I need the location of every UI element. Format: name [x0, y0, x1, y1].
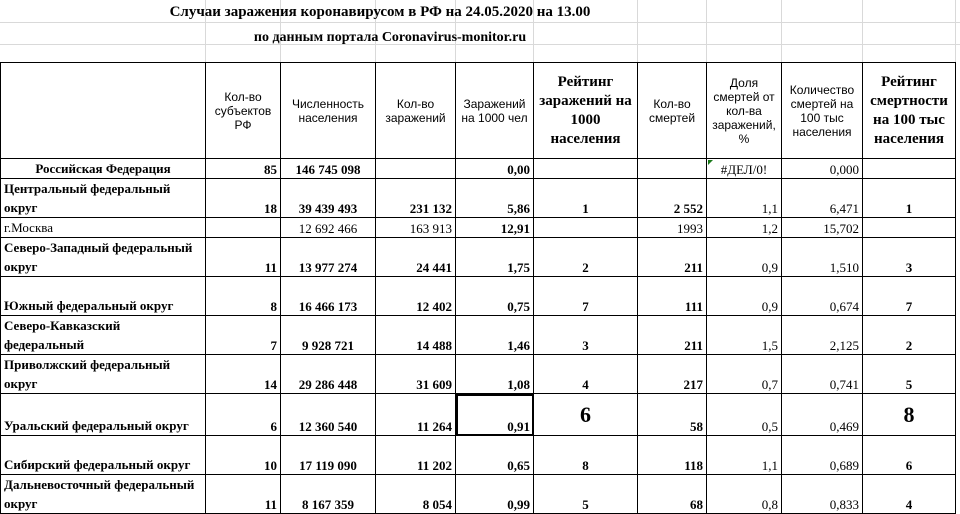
header-death-share[interactable]: Доля смертей от кол-ва заражений, % [707, 63, 782, 159]
cell-population[interactable]: 17 119 090 [281, 436, 376, 475]
header-subjects[interactable]: Кол-во субъектов РФ [206, 63, 281, 159]
cell-deaths-per100k[interactable]: 0,674 [782, 277, 863, 316]
cell-subjects[interactable]: 14 [206, 355, 281, 394]
cell-population[interactable]: 12 360 540 [281, 394, 376, 436]
cell-per1000[interactable]: 1,46 [456, 316, 534, 355]
table-row [1, 179, 956, 218]
cell-per1000[interactable]: 12,91 [456, 218, 534, 238]
cell-subjects[interactable]: 10 [206, 436, 281, 475]
cell-population[interactable]: 12 692 466 [281, 218, 376, 238]
cell-rank-deaths[interactable] [863, 218, 956, 238]
cell-deaths-per100k[interactable]: 6,471 [782, 179, 863, 218]
cell-death-share-value: #ДЕЛ/0! [720, 162, 768, 177]
cell-rank-infections[interactable] [534, 159, 638, 179]
row-name[interactable]: Сибирский федеральный округ [1, 436, 206, 475]
cell-infections[interactable]: 12 402 [376, 277, 456, 316]
cell-deaths[interactable]: 111 [638, 277, 707, 316]
cell-rank-deaths[interactable]: 2 [863, 316, 956, 355]
cell-death-share[interactable]: 1,2 [707, 218, 782, 238]
table-row [1, 277, 956, 316]
cell-infections[interactable]: 31 609 [376, 355, 456, 394]
cell-population[interactable]: 16 466 173 [281, 277, 376, 316]
grid-line [862, 0, 863, 62]
cell-rank-deaths[interactable]: 1 [863, 179, 956, 218]
cell-rank-infections[interactable]: 6 [534, 394, 638, 436]
row-name[interactable]: Северо-Западный федеральный округ [1, 238, 206, 277]
cell-rank-infections[interactable]: 3 [534, 316, 638, 355]
cell-subjects[interactable] [206, 218, 281, 238]
cell-infections[interactable]: 11 202 [376, 436, 456, 475]
table-row [1, 238, 956, 277]
grid-line [0, 22, 960, 23]
cell-infections[interactable]: 14 488 [376, 316, 456, 355]
grid-line [955, 0, 956, 62]
cell-subjects[interactable]: 8 [206, 277, 281, 316]
cell-subjects[interactable]: 7 [206, 316, 281, 355]
cell-infections[interactable]: 11 264 [376, 394, 456, 436]
cell-subjects[interactable]: 18 [206, 179, 281, 218]
cell-rank-deaths[interactable] [863, 159, 956, 179]
cell-per1000[interactable]: 0,65 [456, 436, 534, 475]
cell-death-share[interactable]: 0,8 [707, 475, 782, 514]
cell-deaths[interactable]: 118 [638, 436, 707, 475]
grid-line [781, 0, 782, 62]
cell-deaths[interactable]: 2 552 [638, 179, 707, 218]
cell-infections[interactable]: 163 913 [376, 218, 456, 238]
cell-population[interactable]: 39 439 493 [281, 179, 376, 218]
header-deaths[interactable]: Кол-во смертей [638, 63, 707, 159]
table-row [1, 394, 956, 436]
cell-deaths[interactable] [638, 159, 707, 179]
cell-deaths-per100k[interactable]: 0,833 [782, 475, 863, 514]
row-name[interactable]: Северо-Кавказский федеральный [1, 316, 206, 355]
table-row [1, 355, 956, 394]
cell-deaths-per100k[interactable]: 0,000 [782, 159, 863, 179]
cell-death-share[interactable]: 1,5 [707, 316, 782, 355]
cell-per1000[interactable]: 0,99 [456, 475, 534, 514]
cell-infections[interactable]: 8 054 [376, 475, 456, 514]
cell-rank-deaths[interactable]: 4 [863, 475, 956, 514]
cell-population[interactable]: 8 167 359 [281, 475, 376, 514]
sheet-title: Случаи заражения коронавирусом в РФ на 24.05.2020 на 13.00 [169, 4, 591, 20]
cell-per1000[interactable]: 0,00 [456, 159, 534, 179]
cell-rank-infections[interactable]: 8 [534, 436, 638, 475]
cell-population[interactable]: 29 286 448 [281, 355, 376, 394]
cell-death-share[interactable]: 0,7 [707, 355, 782, 394]
cell-deaths-per100k[interactable]: 2,125 [782, 316, 863, 355]
cell-rank-infections[interactable]: 2 [534, 238, 638, 277]
cell-death-share[interactable]: 0,9 [707, 277, 782, 316]
header-population[interactable]: Численность населения [281, 63, 376, 159]
cell-per1000-selected[interactable]: 0,91 [456, 394, 534, 436]
header-cell[interactable] [1, 63, 206, 159]
row-name[interactable]: г.Москва [1, 218, 206, 238]
cell-deaths[interactable]: 211 [638, 316, 707, 355]
cell-death-share[interactable]: 1,1 [707, 436, 782, 475]
row-name[interactable]: Центральный федеральный округ [1, 179, 206, 218]
cell-deaths-per100k[interactable]: 15,702 [782, 218, 863, 238]
cell-rank-infections[interactable]: 7 [534, 277, 638, 316]
row-name[interactable]: Уральский федеральный округ [1, 394, 206, 436]
table-row [1, 436, 956, 475]
cell-population[interactable]: 9 928 721 [281, 316, 376, 355]
cell-death-share[interactable]: 0,5 [707, 394, 782, 436]
cell-rank-deaths[interactable]: 6 [863, 436, 956, 475]
cell-deaths[interactable]: 58 [638, 394, 707, 436]
row-name[interactable]: Южный федеральный округ [1, 277, 206, 316]
cell-per1000[interactable]: 5,86 [456, 179, 534, 218]
header-per1000[interactable]: Заражений на 1000 чел [456, 63, 534, 159]
table-row [1, 316, 956, 355]
cell-population[interactable]: 146 745 098 [281, 159, 376, 179]
cell-infections[interactable]: 231 132 [376, 179, 456, 218]
row-name[interactable]: Дальневосточный федеральный округ [1, 475, 206, 514]
cell-deaths[interactable]: 1993 [638, 218, 707, 238]
cell-rank-deaths[interactable]: 3 [863, 238, 956, 277]
cell-subjects[interactable]: 6 [206, 394, 281, 436]
cell-per1000[interactable]: 0,75 [456, 277, 534, 316]
header-rank-deaths[interactable]: Рейтинг смертности на 100 тыс населения [863, 63, 956, 159]
header-row [1, 63, 956, 159]
cell-deaths-per100k[interactable]: 0,469 [782, 394, 863, 436]
cell-deaths-per100k[interactable]: 1,510 [782, 238, 863, 277]
header-deaths-per100k[interactable]: Количество смертей на 100 тыс населения [782, 63, 863, 159]
cell-subjects[interactable]: 85 [206, 159, 281, 179]
cell-death-share[interactable] [707, 159, 782, 179]
cell-rank-infections[interactable] [534, 218, 638, 238]
row-name[interactable]: Приволжский федеральный округ [1, 355, 206, 394]
cell-infections[interactable]: 24 441 [376, 238, 456, 277]
table-row [1, 159, 956, 179]
cell-deaths[interactable]: 217 [638, 355, 707, 394]
data-table [0, 62, 956, 514]
cell-deaths-per100k[interactable]: 0,689 [782, 436, 863, 475]
header-rank-infections[interactable]: Рейтинг заражений на 1000 населения [534, 63, 638, 159]
cell-deaths[interactable]: 68 [638, 475, 707, 514]
cell-rank-infections[interactable]: 5 [534, 475, 638, 514]
cell-death-share[interactable]: 1,1 [707, 179, 782, 218]
cell-deaths-per100k[interactable]: 0,741 [782, 355, 863, 394]
error-indicator-icon [708, 160, 713, 165]
cell-infections[interactable] [376, 159, 456, 179]
sheet-subtitle: по данным портала Coronavirus-monitor.ru [253, 30, 527, 45]
cell-rank-infections[interactable]: 4 [534, 355, 638, 394]
cell-death-share[interactable]: 0,9 [707, 238, 782, 277]
cell-rank-deaths[interactable]: 7 [863, 277, 956, 316]
header-infections[interactable]: Кол-во заражений [376, 63, 456, 159]
cell-per1000[interactable]: 1,75 [456, 238, 534, 277]
cell-rank-deaths[interactable]: 8 [863, 394, 956, 436]
row-name[interactable]: Российская Федерация [1, 159, 206, 179]
cell-deaths[interactable]: 211 [638, 238, 707, 277]
cell-rank-infections[interactable]: 1 [534, 179, 638, 218]
table-row [1, 475, 956, 514]
cell-rank-deaths[interactable]: 5 [863, 355, 956, 394]
cell-per1000[interactable]: 1,08 [456, 355, 534, 394]
cell-subjects[interactable]: 11 [206, 475, 281, 514]
cell-population[interactable]: 13 977 274 [281, 238, 376, 277]
cell-subjects[interactable]: 11 [206, 238, 281, 277]
table-row [1, 218, 956, 238]
